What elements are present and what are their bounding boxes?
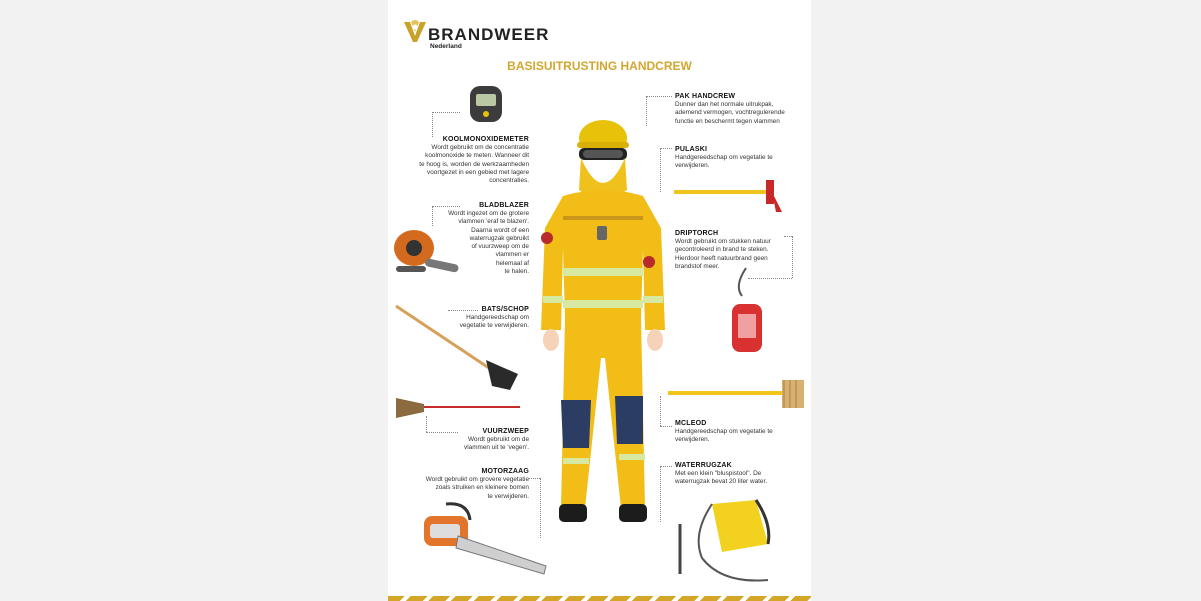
fire-broom-icon: [394, 392, 522, 422]
label-koolmonoxidemeter: KOOLMONOXIDEMETER: [442, 136, 529, 143]
desc-mcleod: Handgereedschap om vegetatie te verwijderen.: [675, 428, 773, 444]
brand-name: BRANDWEER: [428, 25, 550, 44]
driptorch-icon: [724, 266, 770, 356]
desc-waterrugzak: Met een klein "bluspistool". De waterrugzak bevat 20 liter water.: [675, 470, 767, 486]
label-mcleod: MCLEOD: [675, 420, 707, 427]
desc-motorzaag: Wordt gebruikt om grovere vegetatie zoals struiken en kleinere bomen te verwijderen.: [425, 476, 529, 500]
brandweer-logo-icon: [402, 18, 428, 44]
chainsaw-icon: [418, 500, 550, 576]
label-waterrugzak: WATERRUGZAK: [675, 462, 732, 469]
pulaski-icon: [672, 176, 786, 216]
water-backpack-icon: [672, 494, 782, 590]
label-vuurzweep: VUURZWEEP: [482, 428, 529, 435]
label-driptorch: DRIPTORCH: [675, 230, 719, 237]
desc-driptorch: Wordt gebruikt om stukken natuur gecontroleerd in brand te steken. Hierdoor heeft natuurbrand geen brandstof meer.: [675, 238, 771, 270]
bottom-hazard-stripe: [388, 596, 811, 601]
desc-koolmonoxidemeter: Wordt gebruikt om de concentratie koolmonoxide te meten. Wanneer dit te hoog is, worden de werkzaamheden voortgezet in een gebied met lagere concentraties.: [419, 144, 529, 185]
page-title: BASISUITRUSTING HANDCREW: [507, 59, 692, 73]
co-meter-icon: [466, 82, 506, 126]
desc-bats-schop: Handgereedschap om vegetatie te verwijderen.: [459, 314, 529, 330]
label-pulaski: PULASKI: [675, 146, 708, 153]
mcleod-icon: [666, 378, 806, 412]
label-bladblazer: BLADBLAZER: [479, 202, 529, 209]
desc-pak-handcrew: Dunner dan het normale uitrukpak, ademend vermogen, vochtregulerende functie en beschermt tegen vlammen: [675, 101, 785, 125]
desc-vuurzweep: Wordt gebruikt om de vlammen uit te 'vegen'.: [464, 436, 529, 452]
label-bats-schop: BATS/SCHOP: [481, 306, 529, 313]
desc-bladblazer: Wordt ingezet om de grotere vlammen 'eraf te blazen'. Daarna wordt of een waterrugzak gebruikt of vuurzweep om de vlammen er helemaal af te halen.: [448, 210, 529, 276]
label-motorzaag: MOTORZAAG: [481, 468, 529, 475]
brand-sub: Nederland: [430, 43, 462, 50]
poster: [388, 0, 811, 601]
label-pak-handcrew: PAK HANDCREW: [675, 93, 736, 100]
firefighter-figure: [523, 118, 683, 530]
desc-pulaski: Handgereedschap om vegetatie te verwijderen.: [675, 154, 773, 170]
